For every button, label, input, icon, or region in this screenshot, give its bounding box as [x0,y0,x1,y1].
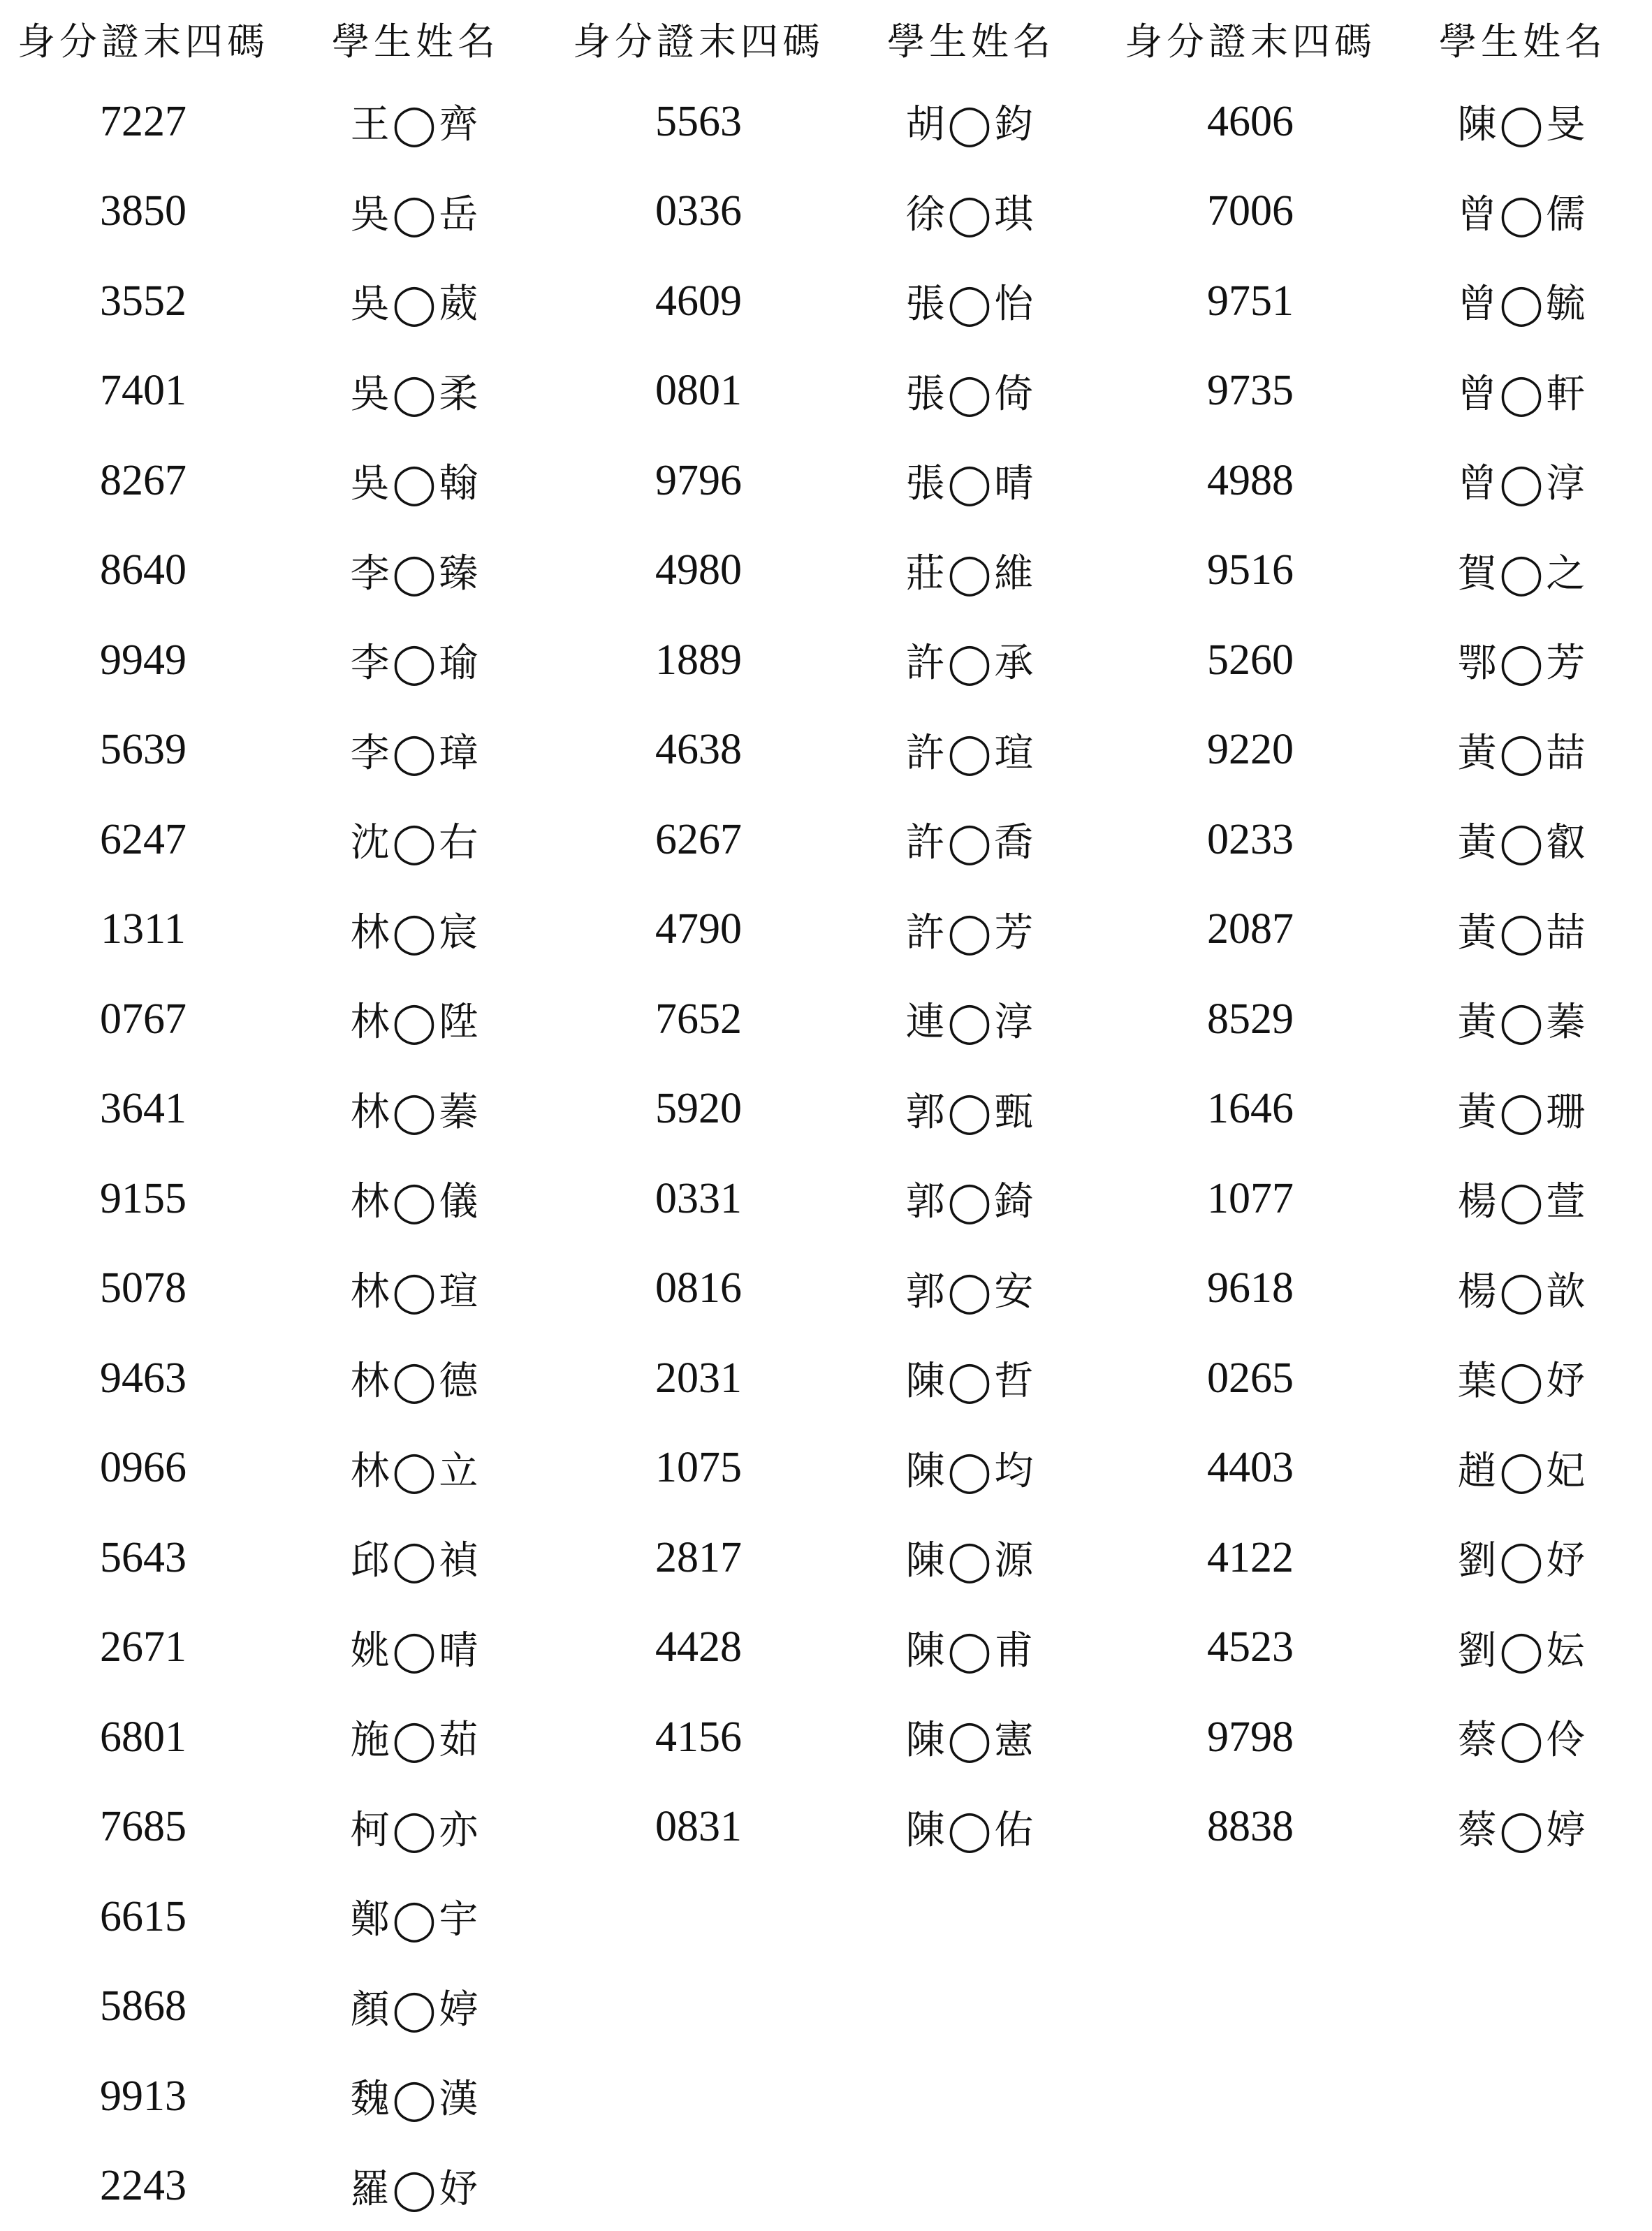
header-id: 身分證末四碼 [1121,12,1380,66]
table-row [569,346,1114,437]
table-row [14,1154,559,1244]
table-row [14,1872,559,1962]
table-row [569,795,1114,885]
column-group-3 [1121,0,1652,1872]
id-last-four: 0331 [569,1174,828,1224]
student-name: 李◯璋 [272,722,559,778]
table-row [14,346,559,437]
id-last-four: 8267 [14,456,272,506]
id-last-four: 5260 [1121,636,1380,685]
table-row [14,885,559,975]
table-row [569,526,1114,616]
student-name: 許◯喬 [828,812,1114,868]
header-id: 身分證末四碼 [14,12,272,66]
header-row [14,0,559,77]
table-row [569,167,1114,257]
student-name: 胡◯鈞 [828,94,1114,149]
id-last-four: 8640 [14,546,272,595]
student-name: 魏◯漢 [272,2068,559,2124]
student-name: 林◯陞 [272,991,559,1047]
student-name: 劉◯妤 [1380,1530,1652,1586]
table-row [14,974,559,1065]
table-row [14,167,559,257]
student-name: 林◯宸 [272,902,559,958]
id-last-four: 6615 [14,1892,272,1942]
header-row [569,0,1114,77]
id-last-four: 2087 [1121,905,1380,954]
header-id: 身分證末四碼 [569,12,828,66]
student-name: 陳◯憲 [828,1709,1114,1765]
id-last-four: 4403 [1121,1443,1380,1493]
id-last-four: 2671 [14,1623,272,1672]
student-name: 顏◯婷 [272,1979,559,2035]
table-row [569,256,1114,346]
id-last-four: 5868 [14,1982,272,2031]
header-name: 學生姓名 [272,12,559,66]
header-name: 學生姓名 [1380,12,1652,66]
table-row [1121,1513,1652,1603]
table-row [1121,346,1652,437]
student-name: 賀◯之 [1380,543,1652,599]
id-last-four: 3552 [14,277,272,326]
student-name: 郭◯安 [828,1261,1114,1317]
table-row [14,1783,559,1873]
student-name: 曾◯毓 [1380,273,1652,329]
student-name: 黃◯珊 [1380,1081,1652,1137]
table-row [14,1603,559,1693]
student-name: 鄭◯宇 [272,1889,559,1945]
table-row [1121,885,1652,975]
student-name: 張◯倚 [828,363,1114,419]
id-last-four: 7227 [14,97,272,147]
student-name: 黃◯叡 [1380,812,1652,868]
table-row [1121,1154,1652,1244]
student-name: 楊◯萱 [1380,1171,1652,1227]
table-row [14,77,559,167]
student-name: 林◯蓁 [272,1081,559,1137]
id-last-four: 4609 [569,277,828,326]
student-name: 黃◯喆 [1380,902,1652,958]
table-row [14,1244,559,1334]
student-name: 林◯瑄 [272,1261,559,1317]
student-name: 葉◯妤 [1380,1350,1652,1406]
table-row [14,436,559,526]
student-name: 張◯怡 [828,273,1114,329]
table-row [569,1692,1114,1783]
id-last-four: 9516 [1121,546,1380,595]
table-row [14,2051,559,2142]
id-last-four: 9735 [1121,366,1380,416]
table-row [1121,1333,1652,1424]
id-last-four: 0831 [569,1802,828,1852]
id-last-four: 5563 [569,97,828,147]
id-last-four: 0336 [569,186,828,236]
student-name: 徐◯琪 [828,184,1114,240]
table-row [14,795,559,885]
table-row [1121,1783,1652,1873]
student-name: 姚◯晴 [272,1620,559,1676]
table-row [1121,1424,1652,1514]
header-name: 學生姓名 [828,12,1114,66]
id-last-four: 1075 [569,1443,828,1493]
id-last-four: 9913 [14,2072,272,2121]
id-last-four: 4156 [569,1713,828,1762]
table-row [569,1065,1114,1155]
student-name: 張◯晴 [828,453,1114,509]
student-name: 陳◯佑 [828,1799,1114,1855]
table-row [14,2142,559,2231]
id-last-four: 4980 [569,546,828,595]
id-last-four: 1077 [1121,1174,1380,1224]
student-name: 郭◯錡 [828,1171,1114,1227]
student-name: 羅◯妤 [272,2158,559,2214]
student-name: 陳◯哲 [828,1350,1114,1406]
id-last-four: 9796 [569,456,828,506]
student-name: 莊◯維 [828,543,1114,599]
student-name: 柯◯亦 [272,1799,559,1855]
table-row [569,974,1114,1065]
rows [569,77,1114,1872]
student-name: 曾◯儒 [1380,184,1652,240]
id-last-four: 9618 [1121,1264,1380,1313]
id-last-four: 9155 [14,1174,272,1224]
id-last-four: 7006 [1121,186,1380,236]
table-row [569,885,1114,975]
table-row [14,526,559,616]
table-row [14,1962,559,2052]
id-last-four: 6267 [569,815,828,865]
id-last-four: 9798 [1121,1713,1380,1762]
id-last-four: 7685 [14,1802,272,1852]
id-last-four: 0816 [569,1264,828,1313]
student-name: 林◯儀 [272,1171,559,1227]
student-name: 曾◯軒 [1380,363,1652,419]
id-last-four: 1646 [1121,1084,1380,1134]
table-row [1121,1065,1652,1155]
table-row [569,1513,1114,1603]
id-last-four: 0233 [1121,815,1380,865]
id-last-four: 8838 [1121,1802,1380,1852]
id-last-four: 2243 [14,2161,272,2211]
table-row [1121,256,1652,346]
id-last-four: 7652 [569,995,828,1044]
column-group-1 [14,0,559,2231]
id-last-four: 4790 [569,905,828,954]
student-name: 楊◯歆 [1380,1261,1652,1317]
student-name: 李◯瑜 [272,632,559,688]
id-last-four: 2031 [569,1354,828,1403]
id-last-four: 0801 [569,366,828,416]
student-name: 郭◯甄 [828,1081,1114,1137]
table-row [14,1424,559,1514]
id-last-four: 8529 [1121,995,1380,1044]
table-row [569,77,1114,167]
table-row [14,1513,559,1603]
student-name: 黃◯喆 [1380,722,1652,778]
table-row [14,256,559,346]
id-last-four: 5639 [14,725,272,775]
student-name: 吳◯岳 [272,184,559,240]
table-row [569,1333,1114,1424]
student-name: 施◯茹 [272,1709,559,1765]
id-last-four: 3641 [14,1084,272,1134]
student-name: 李◯臻 [272,543,559,599]
student-name: 吳◯葳 [272,273,559,329]
student-name: 趙◯妃 [1380,1440,1652,1496]
table-row [569,705,1114,796]
id-last-four: 4428 [569,1623,828,1672]
table-row [569,1424,1114,1514]
id-last-four: 7401 [14,366,272,416]
student-name: 黃◯蓁 [1380,991,1652,1047]
student-name: 林◯德 [272,1350,559,1406]
table-row [14,1333,559,1424]
id-last-four: 1311 [14,905,272,954]
id-last-four: 4523 [1121,1623,1380,1672]
student-name: 許◯芳 [828,902,1114,958]
id-last-four: 3850 [14,186,272,236]
id-last-four: 0265 [1121,1354,1380,1403]
table-row [1121,1603,1652,1693]
rows [14,77,559,2231]
table-row [569,1783,1114,1873]
table-row [1121,436,1652,526]
student-name: 陳◯旻 [1380,94,1652,149]
id-last-four: 1889 [569,636,828,685]
id-last-four: 4988 [1121,456,1380,506]
table-row [1121,795,1652,885]
student-name: 沈◯右 [272,812,559,868]
table-row [1121,705,1652,796]
table-row [569,1244,1114,1334]
table-row [1121,1692,1652,1783]
table-row [14,1692,559,1783]
table-row [14,1065,559,1155]
id-last-four: 5643 [14,1533,272,1583]
table-row [1121,167,1652,257]
student-name: 連◯淳 [828,991,1114,1047]
student-name: 吳◯柔 [272,363,559,419]
id-last-four: 0966 [14,1443,272,1493]
student-name: 許◯承 [828,632,1114,688]
student-name: 蔡◯婷 [1380,1799,1652,1855]
student-name: 王◯齊 [272,94,559,149]
table-row [1121,526,1652,616]
student-name: 劉◯妘 [1380,1620,1652,1676]
table-row [1121,974,1652,1065]
table-row [14,615,559,705]
id-last-four: 0767 [14,995,272,1044]
student-name: 曾◯淳 [1380,453,1652,509]
id-last-four: 9751 [1121,277,1380,326]
student-name: 鄂◯芳 [1380,632,1652,688]
id-last-four: 2817 [569,1533,828,1583]
student-name: 陳◯均 [828,1440,1114,1496]
id-last-four: 4638 [569,725,828,775]
id-last-four: 6801 [14,1713,272,1762]
table-row [1121,615,1652,705]
table-row [1121,1244,1652,1334]
table-row [569,615,1114,705]
id-last-four: 9220 [1121,725,1380,775]
table-row [1121,77,1652,167]
table-row [14,705,559,796]
rows [1121,77,1652,1872]
id-last-four: 9463 [14,1354,272,1403]
student-name: 邱◯禎 [272,1530,559,1586]
column-group-2 [569,0,1114,1872]
student-name: 蔡◯伶 [1380,1709,1652,1765]
id-last-four: 4606 [1121,97,1380,147]
student-name: 陳◯源 [828,1530,1114,1586]
id-last-four: 5920 [569,1084,828,1134]
table-row [569,436,1114,526]
student-name: 林◯立 [272,1440,559,1496]
id-last-four: 4122 [1121,1533,1380,1583]
id-last-four: 6247 [14,815,272,865]
table-row [569,1154,1114,1244]
student-name: 吳◯翰 [272,453,559,509]
student-name: 陳◯甫 [828,1620,1114,1676]
student-name: 許◯瑄 [828,722,1114,778]
id-last-four: 9949 [14,636,272,685]
table-row [569,1603,1114,1693]
header-row [1121,0,1652,77]
id-last-four: 5078 [14,1264,272,1313]
